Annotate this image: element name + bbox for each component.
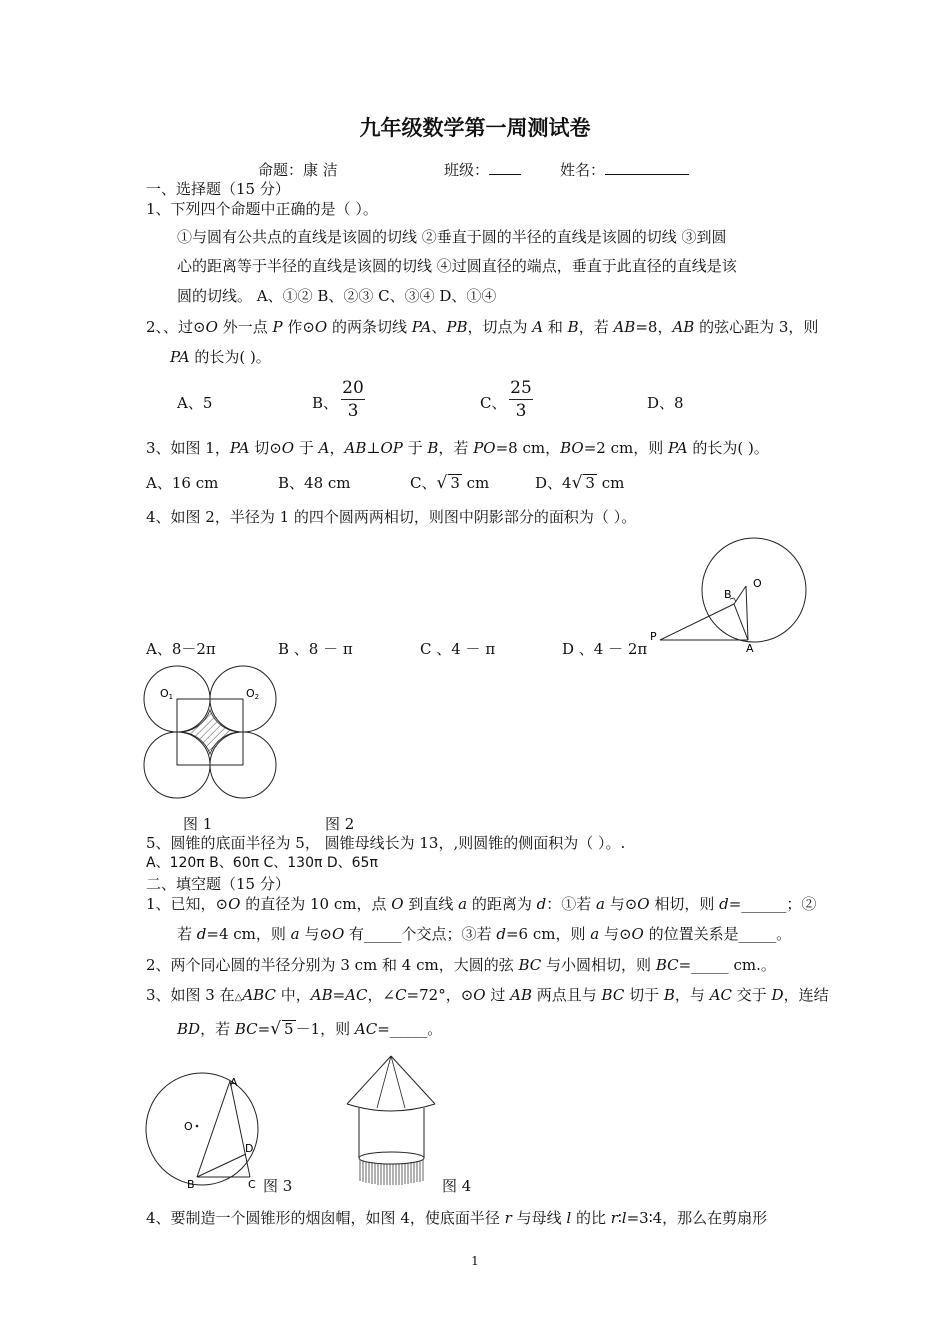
q2-option-a: A、5 <box>177 394 213 412</box>
figure-3 <box>140 1072 260 1192</box>
q1-line3: 圆的切线。 A、①② B、②③ C、③④ D、①④ <box>177 287 497 305</box>
q2-option-c: C、 <box>480 394 507 412</box>
q4-option-d: D 、4 － 2π <box>562 640 648 658</box>
fig1-circle <box>702 538 806 642</box>
fig1-label-a: A <box>746 642 754 655</box>
fig3-label-c: C <box>248 1178 256 1191</box>
page-title: 九年级数学第一周测试卷 <box>359 115 591 140</box>
page-number: 1 <box>471 1254 479 1268</box>
author-line: 命题：康 洁 <box>258 161 338 179</box>
fig4-cone-rim <box>347 1104 435 1111</box>
figure-1 <box>648 536 808 656</box>
q4-option-b: B 、8 － π <box>278 640 353 658</box>
q4-option-a: A、8－2π <box>146 640 216 658</box>
figure-2-caption: 图 2 <box>325 815 355 833</box>
q3-option-b: B、48 cm <box>278 474 351 492</box>
q1-stem: 1、下列四个命题中正确的是（ ）。 <box>146 200 378 218</box>
q3-option-d: D、4√ 3 cm <box>535 473 625 493</box>
q3-option-a: A、16 cm <box>146 474 219 492</box>
fig3-label-d: D <box>245 1142 254 1155</box>
class-field: 班级： <box>444 160 521 180</box>
figure-3-caption: 图 3 <box>263 1177 293 1195</box>
fig1-line-pb <box>660 604 734 640</box>
fig1-line-ab <box>734 604 748 640</box>
q5-stem: 5、圆锥的底面半径为 5， 圆锥母线长为 13，,则圆锥的侧面积为（ ）。. <box>146 834 626 852</box>
name-field: 姓名： <box>560 160 689 180</box>
fig1-line-oa <box>746 586 748 640</box>
q2-option-b: B、 <box>312 394 339 412</box>
f1-line2: 若 d=4 cm，则 a 与⊙O 有_____个交点；③若 d=6 cm，则 a 与⊙O 的位置关系是_____。 <box>177 925 792 943</box>
q5-options: A、120π B、60π C、130π D、65π <box>146 855 378 871</box>
q3-option-c: C、√ 3 cm <box>410 473 490 493</box>
fig1-label-o: O <box>753 577 762 590</box>
q2-fraction-b: 20 3 <box>342 378 364 421</box>
q3-stem: 3、如图 1，PA 切⊙O 于 A，AB⊥OP 于 B，若 PO=8 cm，BO=2 cm，则 PA 的长为( )。 <box>146 439 769 457</box>
f2-stem: 2、两个同心圆的半径分别为 3 cm 和 4 cm，大圆的弦 BC 与小圆相切，则 BC=_____ cm.。 <box>146 956 776 974</box>
q4-option-c: C 、4 － π <box>420 640 496 658</box>
f1-line1: 1、已知，⊙O 的直径为 10 cm，点 O 到直线 a 的距离为 d：①若 a 与⊙O 相切，则 d=______；② <box>146 895 817 913</box>
fig3-circle <box>146 1073 258 1185</box>
section-fill-heading: 二、填空题（15 分） <box>146 875 290 893</box>
q1-line2: 心的距离等于半径的直线是该圆的切线 ④过圆直径的端点，垂直于此直径的直线是该 <box>177 257 737 275</box>
section-choice-heading: 一、选择题（15 分） <box>146 180 290 198</box>
fig3-line-bd <box>197 1154 246 1177</box>
q2-fraction-c: 25 3 <box>510 378 532 421</box>
fig2-shaded-region <box>177 710 243 754</box>
figure-1-caption: 图 1 <box>183 815 213 833</box>
q2-option-d: D、8 <box>647 394 684 412</box>
fig3-line-ab <box>197 1081 230 1177</box>
fig3-label-b: B <box>187 1178 195 1191</box>
fig1-label-b: B <box>724 588 732 601</box>
fig2-label-o2: O2 <box>246 687 260 701</box>
figure-4-caption: 图 4 <box>442 1177 472 1195</box>
fig3-center-dot <box>196 1125 199 1128</box>
q2-line1: 2、、过⊙O 外一点 P 作⊙O 的两条切线 PA、PB，切点为 A 和 B，若 AB=8，AB 的弦心距为 3，则 <box>146 318 819 336</box>
fig2-label-o1: O1 <box>160 687 174 701</box>
fig1-label-p: P <box>650 630 657 643</box>
f4-stem: 4、要制造一个圆锥形的烟囱帽，如图 4，使底面半径 r 与母线 l 的比 r∶l=3∶4，那么在剪扇形 <box>146 1209 768 1227</box>
fig3-label-a: A <box>230 1076 238 1089</box>
fig3-label-o: O <box>184 1120 193 1133</box>
q2-line2: PA 的长为( )。 <box>170 348 271 366</box>
figure-2 <box>140 664 286 806</box>
f3-line1: 3、如图 3 在△ABC 中，AB=AC，∠C=72°，⊙O 过 AB 两点且与 BC 切于 B，与 AC 交于 D，连结 <box>146 986 829 1004</box>
q4-stem: 4、如图 2，半径为 1 的四个圆两两相切，则图中阴影部分的面积为（ ）。 <box>146 508 637 526</box>
f3-line2: BD，若 BC=√ 5 －1，则 AC=_____。 <box>177 1019 443 1039</box>
figure-4 <box>345 1054 440 1190</box>
q1-line1: ①与圆有公共点的直线是该圆的切线 ②垂直于圆的半径的直线是该圆的切线 ③到圆 <box>177 228 727 246</box>
